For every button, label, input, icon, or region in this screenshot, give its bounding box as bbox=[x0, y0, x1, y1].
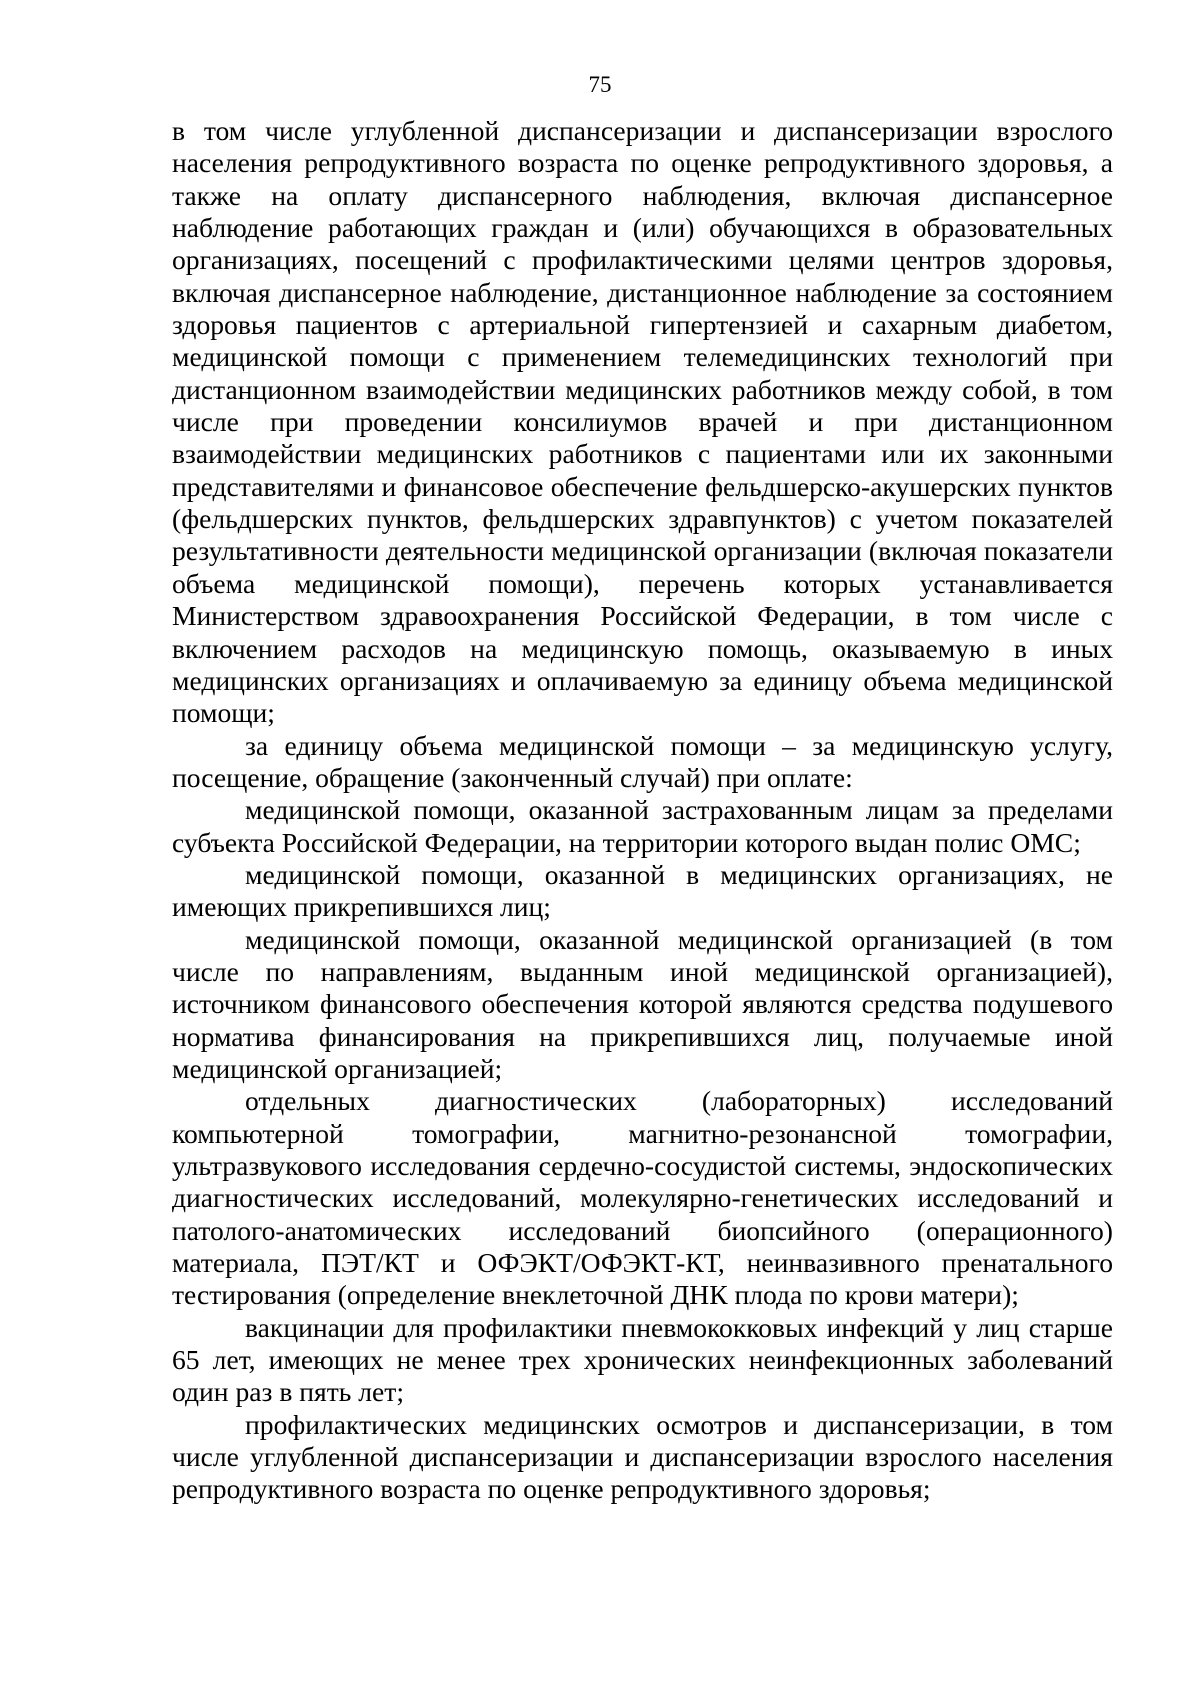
paragraph: медицинской помощи, оказанной медицинской организацией (в том числе по направлениям, выданным иной медицинской организацией), источником финансового обеспечения которой являются средства подушевого норматива финансирования на прикрепившихся лиц, получаемые иной медицинской организацией; bbox=[172, 923, 1113, 1084]
paragraph-continuation: в том числе углубленной диспансеризации и диспансеризации взрослого населения репродуктивного возраста по оценке репродуктивного здоровья, а также на оплату диспансерного наблюдения, включая диспансерное наблюдение работающих граждан и (или) обучающихся в образовательных организациях, посещений с профилактическими целями центров здоровья, включая диспансерное наблюдение, дистанционное наблюдение за состоянием здоровья пациентов с артериальной гипертензией и сахарным диабетом, медицинской помощи с применением телемедицинских технологий при дистанционном взаимодействии медицинских работников между собой, в том числе при проведении консилиумов врачей и при дистанционном взаимодействии медицинских работников с пациентами или их законными представителями и финансовое обеспечение фельдшерско-акушерских пунктов (фельдшерских пунктов, фельдшерских здравпунктов) с учетом показателей результативности деятельности медицинской организации (включая показатели объема медицинской помощи), перечень которых устанавливается Министерством здравоохранения Российской Федерации, в том числе с включением расходов на медицинскую помощь, оказываемую в иных медицинских организациях и оплачиваемую за единицу объема медицинской помощи; bbox=[172, 115, 1113, 729]
paragraph: отдельных диагностических (лабораторных) исследований компьютерной томографии, магнитно-резонансной томографии, ультразвукового исследования сердечно-сосудистой системы, эндоскопических диагностических исследований, молекулярно-генетических исследований и патолого-анатомических исследований биопсийного (операционного) материала, ПЭТ/КТ и ОФЭКТ/ОФЭКТ-КТ, неинвазивного пренатального тестирования (определение внеклеточной ДНК плода по крови матери); bbox=[172, 1085, 1113, 1311]
paragraph: вакцинации для профилактики пневмококковых инфекций у лиц старше 65 лет, имеющих не менее трех хронических неинфекционных заболеваний один раз в пять лет; bbox=[172, 1311, 1113, 1408]
paragraph: профилактических медицинских осмотров и диспансеризации, в том числе углубленной диспансеризации и диспансеризации взрослого населения репродуктивного возраста по оценке репродуктивного здоровья; bbox=[172, 1408, 1113, 1505]
body-text bbox=[172, 115, 1113, 1506]
paragraph: за единицу объема медицинской помощи – за медицинскую услугу, посещение, обращение (законченный случай) при оплате: bbox=[172, 729, 1113, 793]
page-number: 75 bbox=[588, 72, 612, 97]
paragraph: медицинской помощи, оказанной в медицинских организациях, не имеющих прикрепившихся лиц; bbox=[172, 858, 1113, 923]
paragraph: медицинской помощи, оказанной застрахованным лицам за пределами субъекта Российской Федерации, на территории которого выдан полис ОМС; bbox=[172, 794, 1113, 858]
